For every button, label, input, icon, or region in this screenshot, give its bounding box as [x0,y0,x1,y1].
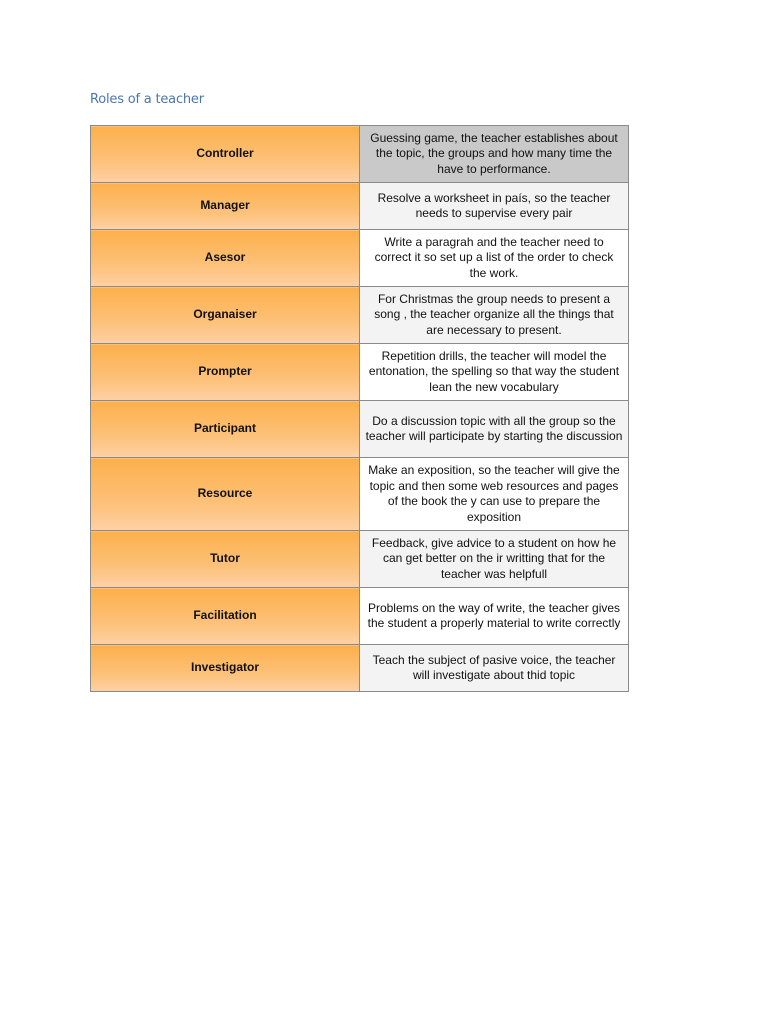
role-description: Make an exposition, so the teacher will give the topic and then some web resources and pages of the book the y can use to prepare the exposition [360,458,629,531]
role-name: Facilitation [91,588,360,645]
role-name: Prompter [91,344,360,401]
table-row [91,458,629,531]
role-description: Problems on the way of write, the teacher gives the student a properly material to write correctly [360,588,629,645]
role-description: Do a discussion topic with all the group so the teacher will participate by starting the discussion [360,401,629,458]
role-name: Manager [91,183,360,230]
table-row [91,287,629,344]
role-name: Controller [91,126,360,183]
table-row [91,645,629,692]
role-name: Resource [91,458,360,531]
table-row [91,344,629,401]
role-name: Asesor [91,230,360,287]
role-name: Organaiser [91,287,360,344]
role-description: For Christmas the group needs to present a song , the teacher organize all the things that are necessary to present. [360,287,629,344]
table-row [91,401,629,458]
table-row [91,183,629,230]
role-description: Feedback, give advice to a student on how he can get better on the ir writting that for the teacher was helpfull [360,531,629,588]
role-description: Repetition drills, the teacher will model the entonation, the spelling so that way the student lean the new vocabulary [360,344,629,401]
role-description: Write a paragrah and the teacher need to correct it so set up a list of the order to check the work. [360,230,629,287]
role-name: Investigator [91,645,360,692]
role-description: Teach the subject of pasive voice, the teacher will investigate about thid topic [360,645,629,692]
role-name: Participant [91,401,360,458]
table-row [91,588,629,645]
role-name: Tutor [91,531,360,588]
role-description: Resolve a worksheet in país, so the teacher needs to supervise every pair [360,183,629,230]
document-title: Roles of a teacher [90,92,204,107]
role-description: Guessing game, the teacher establishes about the topic, the groups and how many time the have to performance. [360,126,629,183]
table-row [91,531,629,588]
roles-table [90,125,629,692]
table-row [91,230,629,287]
table-row [91,126,629,183]
